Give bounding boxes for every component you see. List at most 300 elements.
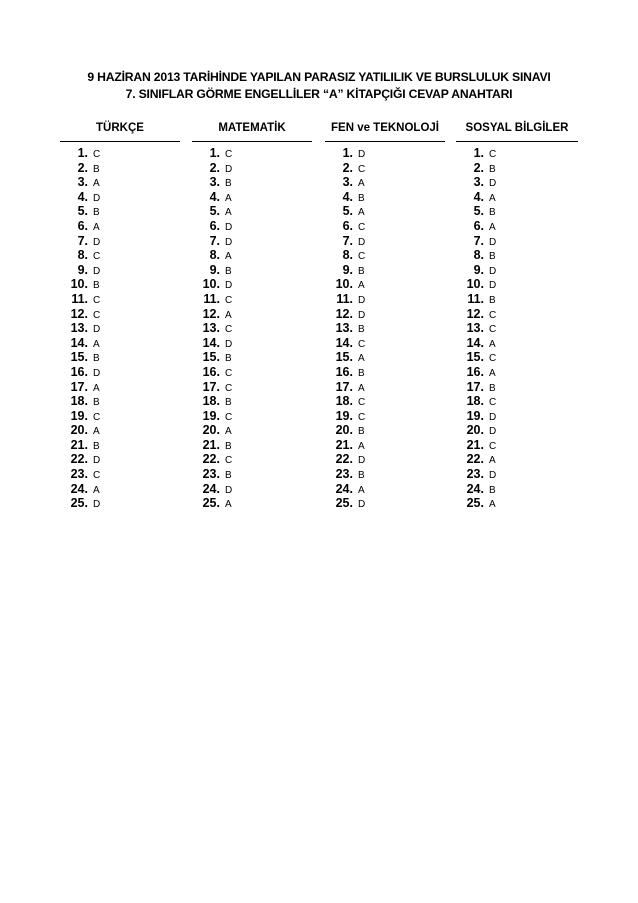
question-number: 25. — [466, 496, 484, 511]
answer-row — [456, 234, 496, 249]
answer-row — [60, 423, 100, 438]
question-number: 14. — [335, 335, 353, 350]
answer-letter: A — [225, 192, 232, 204]
answer-letter: B — [358, 324, 365, 336]
question-number: 2. — [473, 160, 484, 175]
answer-letter: A — [358, 484, 365, 496]
answer-row — [192, 277, 232, 292]
answer-row — [192, 336, 232, 351]
answer-letter: D — [358, 149, 366, 160]
answer-letter: C — [225, 411, 233, 423]
answer-letter: D — [225, 484, 233, 496]
answer-row — [192, 190, 232, 205]
answer-letter: B — [358, 192, 365, 204]
question-number: 16. — [202, 364, 220, 379]
question-number: 6. — [473, 218, 484, 233]
section-turkce — [60, 120, 180, 511]
answer-row — [325, 496, 365, 511]
question-number: 3. — [342, 175, 353, 190]
question-number: 10. — [202, 277, 220, 292]
answer-row — [325, 292, 365, 307]
answer-row — [192, 175, 232, 190]
answer-letter: C — [489, 324, 497, 336]
question-number: 10. — [466, 277, 484, 292]
answer-letter: C — [358, 338, 366, 350]
heading-divider — [192, 141, 312, 142]
answer-letter: A — [93, 382, 100, 394]
section-heading: MATEMATİK — [218, 122, 286, 134]
question-number: 1. — [209, 146, 220, 160]
question-number: 1. — [473, 146, 484, 160]
answer-row — [456, 452, 496, 467]
answer-letter: A — [93, 484, 100, 496]
question-number: 2. — [342, 160, 353, 175]
answer-row — [325, 307, 365, 322]
answer-row — [456, 292, 496, 307]
answer-letter: A — [358, 178, 365, 190]
answer-letter: C — [93, 294, 101, 306]
answer-letter: B — [93, 397, 100, 409]
answer-letter: C — [489, 353, 497, 365]
question-number: 14. — [202, 335, 220, 350]
question-number: 20. — [70, 423, 88, 438]
answer-letter: D — [358, 294, 366, 306]
answer-row — [60, 307, 100, 322]
answer-letter: C — [489, 440, 497, 452]
answer-letter: C — [93, 251, 101, 263]
answer-letter: C — [489, 397, 497, 409]
answer-letter: A — [93, 221, 100, 233]
answer-row — [192, 219, 232, 234]
answer-row — [60, 365, 100, 380]
answer-row — [60, 263, 100, 278]
question-number: 4. — [473, 189, 484, 204]
answer-letter: D — [489, 178, 497, 190]
answer-row — [325, 394, 365, 409]
question-number: 8. — [342, 248, 353, 263]
answer-letter: B — [225, 397, 232, 409]
answer-row — [60, 146, 100, 161]
answer-letter: A — [225, 499, 232, 511]
answer-row — [60, 321, 100, 336]
question-number: 7. — [473, 233, 484, 248]
answer-row — [456, 204, 496, 219]
question-number: 7. — [77, 233, 88, 248]
answer-letter: C — [225, 294, 233, 306]
answer-letter: D — [358, 499, 366, 511]
answer-letter: D — [93, 324, 101, 336]
answer-row — [325, 161, 365, 176]
document-subtitle: 7. SINIFLAR GÖRME ENGELLİLER “A” KİTAPÇIĞI CEVAP ANAHTARI — [125, 87, 513, 101]
question-number: 25. — [202, 496, 220, 511]
section-fen-ve-teknoloji — [325, 120, 445, 511]
question-number: 7. — [209, 233, 220, 248]
answer-list — [325, 146, 365, 511]
answer-row — [456, 263, 496, 278]
answer-row — [325, 423, 365, 438]
answer-letter: A — [489, 192, 496, 204]
answer-row — [60, 248, 100, 263]
question-number: 20. — [466, 423, 484, 438]
answer-letter: B — [489, 382, 496, 394]
answer-letter: B — [93, 280, 100, 292]
answer-row — [192, 380, 232, 395]
question-number: 13. — [202, 321, 220, 336]
answer-row — [325, 204, 365, 219]
question-number: 21. — [466, 437, 484, 452]
question-number: 14. — [466, 335, 484, 350]
question-number: 15. — [202, 350, 220, 365]
answer-row — [325, 438, 365, 453]
section-heading: SOSYAL BİLGİLER — [465, 122, 569, 134]
question-number: 14. — [70, 335, 88, 350]
answer-letter: C — [489, 309, 497, 321]
answer-row — [192, 423, 232, 438]
section-heading: FEN ve TEKNOLOJİ — [331, 122, 439, 134]
question-number: 19. — [466, 408, 484, 423]
answer-row — [456, 190, 496, 205]
answer-row — [325, 175, 365, 190]
question-number: 12. — [335, 306, 353, 321]
answer-row — [60, 277, 100, 292]
answer-row — [325, 482, 365, 497]
question-number: 12. — [202, 306, 220, 321]
answer-letter: A — [93, 178, 100, 190]
answer-letter: D — [489, 470, 497, 482]
section-heading: TÜRKÇE — [96, 122, 144, 134]
answer-row — [192, 263, 232, 278]
question-number: 8. — [473, 248, 484, 263]
answer-row — [192, 248, 232, 263]
answer-letter: C — [358, 221, 366, 233]
question-number: 20. — [202, 423, 220, 438]
answer-letter: C — [225, 382, 233, 394]
answer-letter: C — [489, 149, 497, 160]
question-number: 15. — [70, 350, 88, 365]
answer-letter: B — [93, 440, 100, 452]
answer-letter: C — [93, 470, 101, 482]
answer-row — [325, 467, 365, 482]
answer-row — [456, 438, 496, 453]
answer-letter: D — [225, 221, 233, 233]
question-number: 9. — [77, 262, 88, 277]
answer-row — [456, 146, 496, 161]
answer-letter: A — [489, 221, 496, 233]
answer-row — [325, 190, 365, 205]
answer-row — [192, 394, 232, 409]
answer-row — [192, 350, 232, 365]
answer-row — [325, 263, 365, 278]
question-number: 24. — [70, 481, 88, 496]
question-number: 8. — [209, 248, 220, 263]
answer-row — [325, 321, 365, 336]
answer-letter: A — [489, 367, 496, 379]
question-number: 24. — [335, 481, 353, 496]
answer-row — [60, 380, 100, 395]
question-number: 19. — [202, 408, 220, 423]
question-number: 13. — [335, 321, 353, 336]
answer-letter: A — [225, 207, 232, 219]
question-number: 3. — [473, 175, 484, 190]
question-number: 9. — [473, 262, 484, 277]
answer-letter: D — [93, 265, 101, 277]
answer-row — [325, 452, 365, 467]
question-number: 6. — [209, 218, 220, 233]
question-number: 2. — [77, 160, 88, 175]
answer-row — [192, 234, 232, 249]
answer-row — [325, 146, 365, 161]
answer-row — [60, 496, 100, 511]
heading-divider — [60, 141, 180, 142]
answer-row — [325, 409, 365, 424]
question-number: 23. — [335, 467, 353, 482]
question-number: 11. — [336, 291, 353, 306]
answer-row — [60, 175, 100, 190]
question-number: 23. — [70, 467, 88, 482]
answer-row — [192, 496, 232, 511]
answer-letter: B — [225, 265, 232, 277]
answer-list — [192, 146, 232, 511]
answer-row — [456, 467, 496, 482]
question-number: 18. — [202, 394, 220, 409]
answer-row — [60, 350, 100, 365]
question-number: 9. — [342, 262, 353, 277]
answer-row — [456, 409, 496, 424]
answer-letter: D — [489, 411, 497, 423]
answer-letter: A — [93, 426, 100, 438]
answer-row — [456, 161, 496, 176]
answer-letter: A — [358, 280, 365, 292]
answer-row — [60, 161, 100, 176]
question-number: 4. — [77, 189, 88, 204]
answer-letter: D — [489, 280, 497, 292]
answer-letter: B — [358, 426, 365, 438]
answer-letter: B — [489, 207, 496, 219]
question-number: 1. — [342, 146, 353, 160]
answer-row — [456, 380, 496, 395]
answer-letter: B — [93, 163, 100, 175]
question-number: 17. — [466, 379, 484, 394]
answer-letter: A — [358, 382, 365, 394]
answer-letter: B — [489, 484, 496, 496]
answer-letter: B — [358, 265, 365, 277]
answer-letter: C — [93, 309, 101, 321]
answer-row — [60, 452, 100, 467]
question-number: 17. — [70, 379, 88, 394]
answer-row — [325, 336, 365, 351]
answer-row — [192, 321, 232, 336]
answer-row — [192, 365, 232, 380]
answer-row — [192, 204, 232, 219]
question-number: 15. — [466, 350, 484, 365]
question-number: 9. — [209, 262, 220, 277]
question-number: 16. — [335, 364, 353, 379]
answer-row — [456, 423, 496, 438]
answer-letter: C — [358, 251, 366, 263]
answer-row — [192, 292, 232, 307]
question-number: 5. — [77, 204, 88, 219]
answer-letter: C — [93, 411, 101, 423]
question-number: 21. — [335, 437, 353, 452]
answer-row — [456, 248, 496, 263]
answer-letter: C — [93, 149, 101, 160]
answer-letter: B — [489, 163, 496, 175]
question-number: 6. — [342, 218, 353, 233]
answer-letter: B — [93, 353, 100, 365]
answer-letter: D — [489, 265, 497, 277]
answer-row — [192, 438, 232, 453]
answer-letter: A — [489, 499, 496, 511]
answer-letter: B — [225, 178, 232, 190]
answer-letter: A — [489, 338, 496, 350]
heading-divider — [325, 141, 445, 142]
answer-letter: D — [93, 236, 101, 248]
answer-row — [456, 277, 496, 292]
question-number: 22. — [466, 452, 484, 467]
question-number: 24. — [466, 481, 484, 496]
answer-row — [60, 482, 100, 497]
section-sosyal-bilgiler — [456, 120, 578, 511]
question-number: 10. — [335, 277, 353, 292]
question-number: 1. — [77, 146, 88, 160]
question-number: 5. — [342, 204, 353, 219]
question-number: 12. — [70, 306, 88, 321]
answer-letter: D — [358, 309, 366, 321]
question-number: 7. — [342, 233, 353, 248]
answer-row — [456, 496, 496, 511]
question-number: 20. — [335, 423, 353, 438]
question-number: 12. — [466, 306, 484, 321]
answer-letter: B — [93, 207, 100, 219]
question-number: 5. — [209, 204, 220, 219]
question-number: 23. — [202, 467, 220, 482]
answer-row — [192, 161, 232, 176]
question-number: 6. — [77, 218, 88, 233]
answer-row — [60, 336, 100, 351]
answer-letter: A — [358, 353, 365, 365]
answer-letter: B — [225, 470, 232, 482]
answer-letter: D — [225, 236, 233, 248]
answer-letter: C — [225, 455, 233, 467]
question-number: 18. — [335, 394, 353, 409]
answer-letter: A — [358, 207, 365, 219]
question-number: 4. — [342, 189, 353, 204]
answer-row — [325, 219, 365, 234]
answer-letter: B — [225, 353, 232, 365]
answer-row — [456, 482, 496, 497]
question-number: 8. — [77, 248, 88, 263]
question-number: 19. — [335, 408, 353, 423]
question-number: 22. — [202, 452, 220, 467]
answer-row — [60, 394, 100, 409]
answer-letter: D — [489, 236, 497, 248]
answer-row — [192, 467, 232, 482]
answer-letter: D — [93, 367, 101, 379]
answer-letter: A — [358, 440, 365, 452]
question-number: 23. — [466, 467, 484, 482]
question-number: 10. — [70, 277, 88, 292]
answer-row — [325, 248, 365, 263]
answer-letter: A — [225, 309, 232, 321]
answer-list — [456, 146, 496, 511]
answer-row — [456, 394, 496, 409]
answer-list — [60, 146, 100, 511]
question-number: 13. — [70, 321, 88, 336]
answer-letter: C — [358, 163, 366, 175]
answer-row — [192, 307, 232, 322]
question-number: 15. — [335, 350, 353, 365]
answer-row — [192, 452, 232, 467]
answer-row — [60, 234, 100, 249]
answer-row — [325, 277, 365, 292]
question-number: 19. — [70, 408, 88, 423]
heading-divider — [456, 141, 578, 142]
answer-row — [325, 234, 365, 249]
answer-row — [325, 350, 365, 365]
question-number: 22. — [335, 452, 353, 467]
question-number: 11. — [203, 291, 220, 306]
question-number: 24. — [202, 481, 220, 496]
question-number: 25. — [70, 496, 88, 511]
answer-row — [192, 482, 232, 497]
answer-letter: D — [93, 192, 101, 204]
answer-letter: C — [225, 367, 233, 379]
answer-letter: B — [489, 251, 496, 263]
question-number: 16. — [70, 364, 88, 379]
question-number: 25. — [335, 496, 353, 511]
answer-letter: A — [93, 338, 100, 350]
question-number: 11. — [71, 291, 88, 306]
answer-row — [60, 438, 100, 453]
answer-row — [456, 321, 496, 336]
question-number: 5. — [473, 204, 484, 219]
answer-letter: D — [489, 426, 497, 438]
answer-letter: A — [489, 455, 496, 467]
document-title: 9 HAZİRAN 2013 TARİHİNDE YAPILAN PARASIZ YATILILIK VE BURSLULUK SINAVI — [87, 70, 551, 84]
answer-row — [456, 175, 496, 190]
question-number: 21. — [202, 437, 220, 452]
question-number: 2. — [209, 160, 220, 175]
answer-letter: D — [225, 163, 233, 175]
answer-letter: D — [225, 338, 233, 350]
question-number: 11. — [467, 291, 484, 306]
answer-letter: D — [93, 455, 101, 467]
answer-row — [325, 380, 365, 395]
question-number: 17. — [202, 379, 220, 394]
answer-row — [456, 307, 496, 322]
question-number: 16. — [466, 364, 484, 379]
answer-letter: C — [225, 149, 233, 160]
question-number: 17. — [335, 379, 353, 394]
answer-letter: A — [225, 251, 232, 263]
answer-letter: D — [358, 455, 366, 467]
answer-letter: A — [225, 426, 232, 438]
answer-row — [456, 336, 496, 351]
answer-row — [325, 365, 365, 380]
answer-row — [192, 146, 232, 161]
question-number: 18. — [70, 394, 88, 409]
answer-row — [456, 219, 496, 234]
answer-row — [456, 365, 496, 380]
answer-row — [60, 190, 100, 205]
answer-row — [60, 204, 100, 219]
answer-row — [192, 409, 232, 424]
answer-letter: B — [358, 470, 365, 482]
answer-row — [456, 350, 496, 365]
answer-letter: C — [225, 324, 233, 336]
question-number: 3. — [209, 175, 220, 190]
answer-letter: D — [358, 236, 366, 248]
